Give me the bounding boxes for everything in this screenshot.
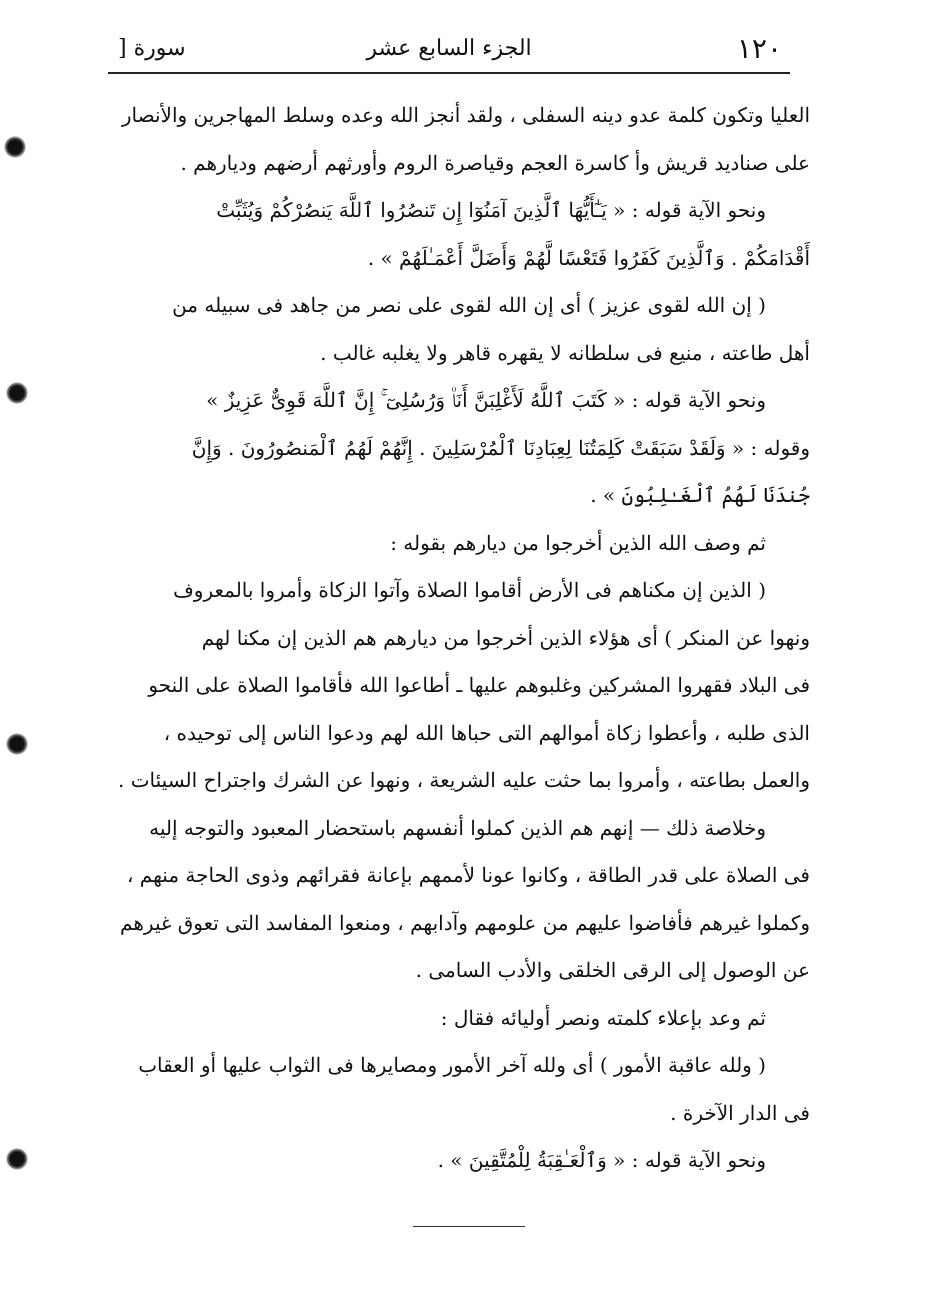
surah-label-box: [112, 36, 186, 61]
verse-commentary-line: ( الذين إن مكناهم فى الأرض أقاموا الصلاة وآتوا الزكاة وأمروا بالمعروف: [173, 578, 766, 602]
text-line: فى الدار الآخرة .: [670, 1100, 810, 1125]
text-line: الذى طلبه ، وأعطوا زكاة أموالهم التى حباها الله لهم ودعوا الناس إلى توحيده ،: [163, 720, 810, 745]
text-line: والعمل بطاعته ، وأمروا بما حثت عليه الشريعة ، ونهوا عن الشرك واجتراح السيئات .: [117, 768, 810, 792]
surah-bracket: [: [118, 36, 127, 61]
text-line: وكملوا غيرهم فأفاضوا عليهم من علومهم وآدابهم ، ومنعوا المفاسد التى تعوق غيرهم: [120, 910, 810, 935]
page-body: [115, 92, 810, 1185]
quran-verse-line: ونحو الآية قوله : « وَٱلْعَـٰقِبَةُ لِلْمُتَّقِينَ » .: [437, 1148, 766, 1172]
summary-line: وخلاصة ذلك — إنهم هم الذين كملوا أنفسهم باستحضار المعبود والتوجه إليه: [149, 815, 766, 840]
text-line: العليا وتكون كلمة عدو دينه السفلى ، ولقد أنجز الله وعده وسلط المهاجرين والأنصار: [121, 103, 810, 127]
text-line: فى الصلاة على قدر الطاقة ، وكانوا عونا لأممهم بإعانة فقرائهم وذوى الحاجة منهم ،: [126, 863, 810, 887]
page-header: [108, 24, 790, 74]
quran-verse-line: أَقْدَامَكُمْ . وَٱلَّذِينَ كَفَرُوا فَتَعْسًا لَّهُمْ وَأَضَلَّ أَعْمَـٰلَهُمْ » .: [367, 245, 810, 270]
ink-blot-icon: [4, 136, 26, 158]
text-line: فى البلاد فقهروا المشركين وغلبوهم عليها ـ أطاعوا الله فأقاموا الصلاة على النحو: [148, 673, 810, 697]
text-line: ثم وصف الله الذين أخرجوا من ديارهم بقوله :: [390, 530, 766, 555]
running-title: الجزء السابع عشر: [366, 36, 532, 61]
ink-blot-icon: [6, 1148, 28, 1170]
verse-commentary-line: ( إن الله لقوى عزيز ) أى إن الله لقوى على نصر من جاهد فى سبيله من: [172, 293, 766, 317]
quran-verse-line: ونحو الآية قوله : « كَتَبَ ٱللَّهُ لَأَغْلِبَنَّ أَنَا۠ وَرُسُلِىٓ ۚ إِنَّ ٱللَّهَ قَوِىٌّ عَزِيزٌ »: [206, 388, 766, 412]
ink-blot-icon: [6, 382, 28, 404]
quran-verse-line: جُندَنَا لَهُمُ ٱلْغَـٰلِبُونَ » .: [590, 483, 810, 507]
text-line: على صناديد قريش وأ كاسرة العجم وقياصرة الروم وأورثهم أرضهم وديارهم .: [180, 150, 810, 175]
surah-label: سورة: [133, 36, 186, 61]
quran-verse-line: وقوله : « وَلَقَدْ سَبَقَتْ كَلِمَتُنَا لِعِبَادِنَا ٱلْمُرْسَلِينَ . إِنَّهُمْ لَهُمُ ٱلْمَنصُورُونَ . وَإِنَّ: [191, 435, 810, 460]
header-rule: [108, 72, 790, 74]
text-line: ثم وعد بإعلاء كلمته ونصر أوليائه فقال :: [440, 1005, 766, 1030]
text-line: أهل طاعته ، منيع فى سلطانه لا يقهره قاهر ولا يغلبه غالب .: [320, 340, 810, 365]
text-line: ونهوا عن المنكر ) أى هؤلاء الذين أخرجوا من ديارهم هم الذين إن مكنا لهم: [201, 625, 810, 650]
quran-verse-line: ونحو الآية قوله : « يَـٰٓأَيُّهَا ٱلَّذِينَ آمَنُوٓا إِن تَنصُرُوا ٱللَّهَ يَنصُرْكُمْ وَيُثَبِّتْ: [216, 198, 766, 222]
page-number: ١٢٠: [736, 32, 782, 65]
footer-rule: [413, 1226, 525, 1227]
ink-blot-icon: [6, 733, 28, 755]
verse-commentary-line: ( ولله عاقبة الأمور ) أى ولله آخر الأمور ومصايرها فى الثواب عليها أو العقاب: [138, 1053, 766, 1077]
text-line: عن الوصول إلى الرقى الخلقى والأدب السامى .: [415, 958, 810, 982]
